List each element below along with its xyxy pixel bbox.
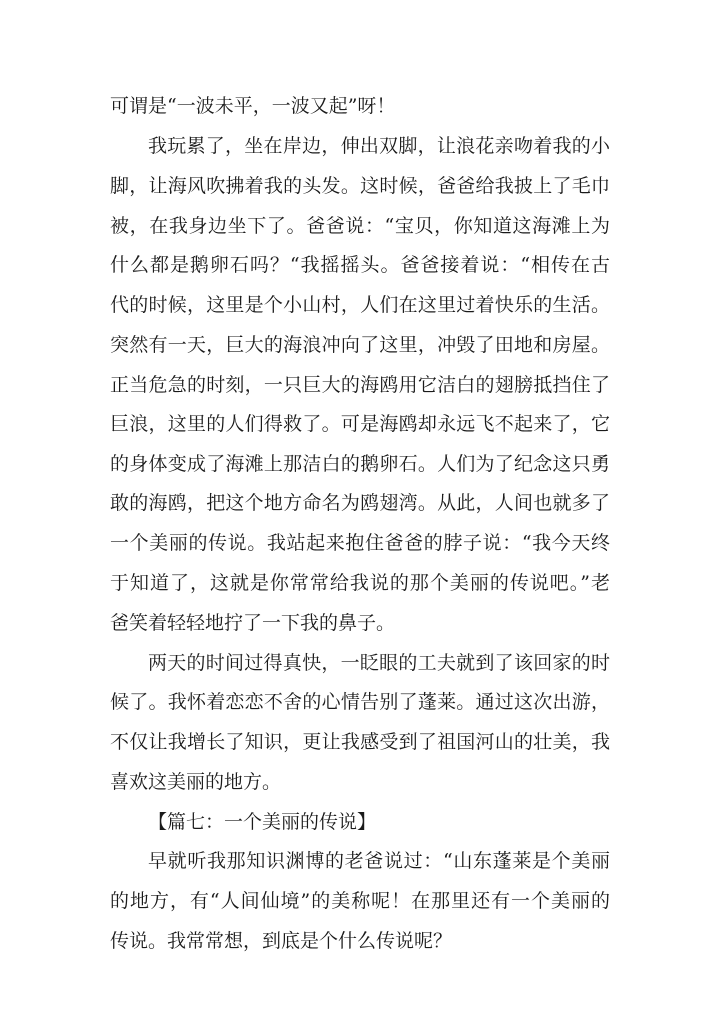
text-line: 巨浪，这里的人们得救了。可是海鸥却永远飞不起来了，它: [110, 413, 610, 435]
text-line: 突然有一天，巨大的海浪冲向了这里，冲毁了田地和房屋。: [110, 334, 610, 356]
text-line: 候了。我怀着恋恋不舍的心情告别了蓬莱。通过这次出游，: [110, 691, 610, 713]
paragraph-first-line: 我玩累了，坐在岸边，伸出双脚，让浪花亲吻着我的小: [148, 135, 610, 157]
text-line: 的地方，有“人间仙境”的美称呢！在那里还有一个美丽的: [110, 890, 610, 912]
section-heading: 【篇七：一个美丽的传说】: [148, 811, 377, 833]
text-line: 脚，让海风吹拂着我的头发。这时候，爸爸给我披上了毛巾: [110, 175, 610, 197]
text-line: 爸笑着轻轻地拧了一下我的鼻子。: [110, 612, 396, 634]
text-line: 于知道了，这就是你常常给我说的那个美丽的传说吧。”老: [110, 572, 610, 594]
text-line: 代的时候，这里是个小山村，人们在这里过着快乐的生活。: [110, 294, 610, 316]
text-line: 什么都是鹅卵石吗？“我摇摇头。爸爸接着说：“相传在古: [110, 254, 610, 276]
text-line: 喜欢这美丽的地方。: [110, 771, 282, 793]
paragraph-first-line: 早就听我那知识渊博的老爸说过：“山东蓬莱是个美丽: [148, 850, 610, 872]
text-line: 正当危急的时刻，一只巨大的海鸥用它洁白的翅膀抵挡住了: [110, 374, 610, 396]
paragraph-first-line: 两天的时间过得真快，一眨眼的工夫就到了该回家的时: [148, 652, 610, 674]
text-line: 可谓是“一波未平，一波又起”呀！: [110, 95, 396, 117]
text-line: 敢的海鸥，把这个地方命名为鸥翅湾。从此，人间也就多了: [110, 492, 610, 514]
text-line: 被，在我身边坐下了。爸爸说：“宝贝，你知道这海滩上为: [110, 215, 610, 237]
text-line: 一个美丽的传说。我站起来抱住爸爸的脖子说：“我今天终: [110, 532, 610, 554]
text-line: 的身体变成了海滩上那洁白的鹅卵石。人们为了纪念这只勇: [110, 453, 610, 475]
text-line: 传说。我常常想，到底是个什么传说呢？: [110, 930, 453, 952]
text-line: 不仅让我增长了知识，更让我感受到了祖国河山的壮美，我: [110, 731, 610, 753]
